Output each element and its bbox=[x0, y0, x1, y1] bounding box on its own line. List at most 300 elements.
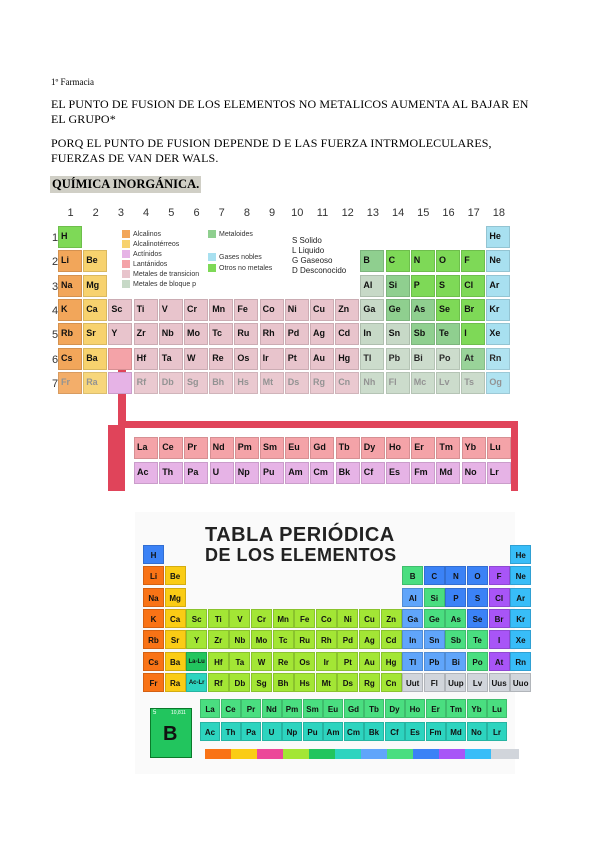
element-am bbox=[285, 462, 309, 484]
element-symbol: La bbox=[137, 442, 148, 452]
element-cu bbox=[310, 299, 334, 321]
element-symbol: Tm bbox=[439, 442, 453, 452]
element-symbol: F bbox=[464, 255, 470, 266]
element-symbol: Ta bbox=[161, 352, 172, 363]
group-number-2: 2 bbox=[92, 207, 99, 219]
element-u bbox=[210, 462, 234, 484]
element-fr bbox=[58, 372, 82, 394]
element-cr bbox=[184, 299, 208, 321]
t2-element-p: P bbox=[445, 588, 466, 607]
example-element-card bbox=[150, 708, 192, 758]
t2-element-ta: Ta bbox=[229, 652, 250, 671]
t2-element-lv: Lv bbox=[467, 673, 488, 692]
element-mo bbox=[184, 323, 208, 345]
t2-element-sb: Sb bbox=[445, 630, 466, 649]
example-mass: 10,811 bbox=[171, 710, 186, 716]
t2-element-hs: Hs bbox=[294, 673, 315, 692]
t2-element-os: Os bbox=[294, 652, 315, 671]
element-symbol: No bbox=[464, 467, 477, 477]
element-no bbox=[462, 462, 486, 484]
element-symbol: Y bbox=[111, 328, 118, 339]
legend-swatch bbox=[122, 260, 130, 268]
element-symbol: Pb bbox=[388, 352, 401, 363]
element-rh bbox=[260, 323, 284, 345]
element-es bbox=[386, 462, 410, 484]
element-bk bbox=[336, 462, 360, 484]
t2-element-ni: Ni bbox=[337, 609, 358, 628]
t2-element-bh: Bh bbox=[273, 673, 294, 692]
element-pa bbox=[184, 462, 208, 484]
period-number-1: 1 bbox=[52, 232, 59, 244]
element-pb bbox=[386, 348, 410, 370]
legend-nonmetal: Otros no metales bbox=[208, 264, 272, 272]
element-symbol: Tc bbox=[212, 328, 223, 339]
legend-swatch bbox=[122, 230, 130, 238]
element-symbol: W bbox=[187, 352, 196, 363]
t2-element-ru: Ru bbox=[294, 630, 315, 649]
t2-element-pd: Pd bbox=[337, 630, 358, 649]
t2-element-cn: Cn bbox=[381, 673, 402, 692]
t2-element-in: In bbox=[402, 630, 423, 649]
states-legend bbox=[292, 236, 346, 276]
t2-element-ra: Ra bbox=[165, 673, 186, 692]
t2-legend-swatch bbox=[335, 749, 363, 759]
element-hs bbox=[234, 372, 258, 394]
element-symbol: Ce bbox=[162, 442, 174, 452]
t2-element-rn: Rn bbox=[510, 652, 531, 671]
element-te bbox=[436, 323, 460, 345]
t2-element-uus: Uus bbox=[489, 673, 510, 692]
legend-swatch bbox=[208, 264, 216, 272]
element-c bbox=[386, 250, 410, 272]
t2-element-c: C bbox=[424, 566, 445, 585]
element-symbol: O bbox=[439, 255, 447, 266]
t2-element-uuo: Uuo bbox=[510, 673, 531, 692]
group-number-4: 4 bbox=[143, 207, 150, 219]
table2-title-line1: TABLA PERIÓDICA bbox=[205, 524, 395, 546]
t2-element-db: Db bbox=[229, 673, 250, 692]
element-as bbox=[411, 299, 435, 321]
element-ne bbox=[486, 250, 510, 272]
element-symbol: Te bbox=[439, 328, 449, 339]
t2-element-rf: Rf bbox=[208, 673, 229, 692]
legend-swatch bbox=[208, 253, 216, 261]
element-symbol: U bbox=[212, 467, 220, 477]
period-number-4: 4 bbox=[52, 304, 59, 317]
element-symbol: Tl bbox=[363, 352, 372, 363]
element-symbol: Rb bbox=[61, 328, 73, 339]
element-symbol: Am bbox=[288, 467, 303, 477]
element-tm bbox=[436, 437, 460, 459]
group-number-9: 9 bbox=[269, 207, 276, 219]
t2-element-tc: Tc bbox=[273, 630, 294, 649]
element-pu bbox=[260, 462, 284, 484]
group-number-10: 10 bbox=[291, 207, 304, 219]
element-zr bbox=[134, 323, 158, 345]
element-tc bbox=[209, 323, 233, 345]
element-sg bbox=[184, 372, 208, 394]
fblock-connector-horizontal bbox=[118, 421, 518, 428]
element-symbol: Mo bbox=[187, 328, 200, 339]
t2-element-sm: Sm bbox=[303, 699, 323, 718]
t2-legend-swatch bbox=[231, 749, 259, 759]
t2-element-li: Li bbox=[143, 566, 164, 585]
element-symbol: Pm bbox=[237, 442, 252, 452]
element-symbol: Cu bbox=[313, 303, 325, 314]
t2-element-se: Se bbox=[467, 609, 488, 628]
element-sb bbox=[411, 323, 435, 345]
t2-element-sn: Sn bbox=[424, 630, 445, 649]
t2-element-rb: Rb bbox=[143, 630, 164, 649]
element-symbol: Sr bbox=[86, 328, 96, 339]
t2-element-au: Au bbox=[359, 652, 380, 671]
t2-legend-swatch bbox=[387, 749, 415, 759]
element-symbol: Rn bbox=[489, 352, 502, 363]
group-number-14: 14 bbox=[391, 207, 405, 219]
period-number-2: 2 bbox=[52, 256, 59, 269]
element-ag bbox=[310, 323, 334, 345]
element-si bbox=[386, 275, 410, 297]
element-symbol: Ds bbox=[287, 376, 300, 387]
element-symbol: In bbox=[363, 328, 372, 339]
t2-element-s: S bbox=[467, 588, 488, 607]
t2-element-na: Na bbox=[143, 588, 164, 607]
t2-element-mg: Mg bbox=[165, 588, 186, 607]
element-symbol: Ne bbox=[489, 255, 501, 266]
element-mg bbox=[83, 275, 107, 297]
t2-element-kr: Kr bbox=[510, 609, 531, 628]
t2-element-ti: Ti bbox=[208, 609, 229, 628]
element-w bbox=[184, 348, 208, 370]
element-o bbox=[436, 250, 460, 272]
element-th bbox=[159, 462, 183, 484]
legend-swatch bbox=[208, 230, 216, 238]
element-tb bbox=[336, 437, 360, 459]
t2-element-ir: Ir bbox=[316, 652, 337, 671]
element-ca bbox=[83, 299, 107, 321]
table2-title-line2: DE LOS ELEMENTOS bbox=[205, 545, 397, 565]
t2-element-ds: Ds bbox=[337, 673, 358, 692]
element-n bbox=[411, 250, 435, 272]
element-symbol: Ba bbox=[86, 352, 98, 363]
element-sn bbox=[386, 323, 410, 345]
element-symbol: Ag bbox=[313, 328, 325, 339]
element-symbol: At bbox=[464, 352, 474, 363]
element-symbol: Li bbox=[61, 255, 69, 266]
element-br bbox=[461, 299, 485, 321]
t2-element-ho: Ho bbox=[405, 699, 425, 718]
element-ts bbox=[461, 372, 485, 394]
legend-transition: Metales de transicion bbox=[122, 270, 199, 278]
element-f bbox=[461, 250, 485, 272]
t2-element-yb: Yb bbox=[467, 699, 487, 718]
element-symbol: Cn bbox=[338, 376, 351, 387]
element-symbol: S bbox=[439, 279, 446, 290]
element-symbol: Mn bbox=[212, 303, 226, 314]
t2-element-cs: Cs bbox=[143, 652, 164, 671]
t2-element-he: He bbox=[510, 545, 531, 564]
element-rn bbox=[486, 348, 510, 370]
element-symbol: Bk bbox=[338, 467, 351, 477]
element-symbol: Rh bbox=[262, 328, 275, 339]
element-symbol: Re bbox=[212, 352, 224, 363]
t2-element-tl: Tl bbox=[402, 652, 423, 671]
t2-element-fm: Fm bbox=[426, 722, 446, 741]
element-symbol: Bh bbox=[212, 376, 225, 387]
t2-element-ca: Ca bbox=[165, 609, 186, 628]
element-ru bbox=[234, 323, 258, 345]
state-liquid: L Liquido bbox=[292, 246, 325, 255]
element-hg bbox=[335, 348, 359, 370]
element-db bbox=[159, 372, 183, 394]
element-symbol: Nd bbox=[212, 442, 225, 452]
element-lr bbox=[487, 462, 511, 484]
t2-element-cl: Cl bbox=[489, 588, 510, 607]
element-kr bbox=[486, 299, 510, 321]
t2-element-pu: Pu bbox=[303, 722, 323, 741]
t2-element-ce: Ce bbox=[221, 699, 241, 718]
element-na bbox=[58, 275, 82, 297]
element-symbol: Au bbox=[313, 352, 325, 363]
state-unknown: D Desconocido bbox=[292, 266, 347, 275]
element-symbol: Md bbox=[439, 467, 453, 477]
element-ga bbox=[360, 299, 384, 321]
element-fl bbox=[386, 372, 410, 394]
legend-swatch bbox=[122, 240, 130, 248]
element-sm bbox=[260, 437, 284, 459]
legend-metalloid: Metaloides bbox=[208, 230, 253, 238]
element-symbol: Zr bbox=[136, 328, 146, 339]
element-be bbox=[83, 250, 107, 272]
element-sr bbox=[83, 323, 107, 345]
element-rg bbox=[310, 372, 334, 394]
element-symbol: Cl bbox=[464, 279, 474, 290]
element-symbol: Ts bbox=[464, 376, 475, 387]
element-cn bbox=[335, 372, 359, 394]
element-s bbox=[436, 275, 460, 297]
element-symbol: Nb bbox=[161, 328, 174, 339]
element-dy bbox=[361, 437, 385, 459]
element-symbol: Mt bbox=[262, 376, 274, 387]
element-symbol: Al bbox=[363, 279, 373, 290]
element-symbol: Ir bbox=[262, 352, 269, 363]
element-b bbox=[360, 250, 384, 272]
fblock-placeholder bbox=[108, 372, 132, 394]
element-symbol: V bbox=[161, 303, 168, 314]
element-fe bbox=[234, 299, 258, 321]
t2-element-i: I bbox=[489, 630, 510, 649]
element-symbol: Rf bbox=[136, 376, 147, 387]
element-he bbox=[486, 226, 510, 248]
element-symbol: K bbox=[61, 303, 68, 314]
t2-element-mt: Mt bbox=[316, 673, 337, 692]
element-symbol: I bbox=[464, 328, 467, 339]
t2-element-ba: Ba bbox=[165, 652, 186, 671]
t2-element-la: La bbox=[200, 699, 220, 718]
t2-element-fl: Fl bbox=[424, 673, 445, 692]
t2-element-ar: Ar bbox=[510, 588, 531, 607]
example-symbol: B bbox=[163, 723, 178, 745]
element-mc bbox=[411, 372, 435, 394]
element-symbol: H bbox=[61, 231, 68, 241]
element-symbol: Ca bbox=[86, 303, 98, 314]
group-number-6: 6 bbox=[193, 207, 200, 219]
t2-element-hg: Hg bbox=[381, 652, 402, 671]
element-i bbox=[461, 323, 485, 345]
element-symbol: Cs bbox=[61, 352, 73, 363]
t2-element-ga: Ga bbox=[402, 609, 423, 628]
element-symbol: Hg bbox=[338, 352, 351, 363]
element-symbol: Ti bbox=[136, 303, 145, 314]
element-cd bbox=[335, 323, 359, 345]
group-number-5: 5 bbox=[168, 207, 175, 219]
element-at bbox=[461, 348, 485, 370]
element-symbol: Cd bbox=[338, 328, 351, 339]
t2-element-te: Te bbox=[467, 630, 488, 649]
element-p bbox=[411, 275, 435, 297]
t2-element-si: Si bbox=[424, 588, 445, 607]
element-pm bbox=[235, 437, 259, 459]
element-symbol: Es bbox=[389, 467, 401, 477]
group-number-1: 1 bbox=[67, 207, 74, 219]
element-ti bbox=[134, 299, 158, 321]
t2-element-h: H bbox=[143, 545, 164, 564]
element-symbol: Po bbox=[439, 352, 451, 363]
element-li bbox=[58, 250, 82, 272]
element-rf bbox=[134, 372, 158, 394]
t2-element-sc: Sc bbox=[186, 609, 207, 628]
element-ba bbox=[83, 348, 107, 370]
element-symbol: Db bbox=[161, 376, 174, 387]
t2-element-pb: Pb bbox=[424, 652, 445, 671]
period-number-6: 6 bbox=[52, 353, 59, 366]
element-np bbox=[235, 462, 259, 484]
element-symbol: Sn bbox=[388, 328, 401, 339]
group-number-3: 3 bbox=[117, 207, 124, 219]
element-pt bbox=[285, 348, 309, 370]
element-symbol: Pu bbox=[263, 467, 275, 477]
element-symbol: Na bbox=[61, 279, 73, 290]
t2-element-re: Re bbox=[273, 652, 294, 671]
element-symbol: Tb bbox=[338, 442, 350, 452]
t2-element-xe: Xe bbox=[510, 630, 531, 649]
group-number-18: 18 bbox=[492, 207, 506, 219]
element-lv bbox=[436, 372, 460, 394]
legend-swatch bbox=[122, 250, 130, 258]
group-number-17: 17 bbox=[467, 207, 480, 219]
element-symbol: Os bbox=[237, 352, 250, 363]
t2-element-po: Po bbox=[467, 652, 488, 671]
element-ac bbox=[134, 462, 158, 484]
legend-swatch bbox=[122, 270, 130, 278]
t2-element-ge: Ge bbox=[424, 609, 445, 628]
element-symbol: Pa bbox=[187, 467, 199, 477]
t2-element-o: O bbox=[467, 566, 488, 585]
t2-element-co: Co bbox=[316, 609, 337, 628]
element-co bbox=[260, 299, 284, 321]
legend-lanthanide: Lantánidos bbox=[122, 260, 167, 268]
t2-element-v: V bbox=[229, 609, 250, 628]
element-nh bbox=[360, 372, 384, 394]
element-po bbox=[436, 348, 460, 370]
t2-element-b: B bbox=[402, 566, 423, 585]
t2-element-th: Th bbox=[221, 722, 241, 741]
element-symbol: Lr bbox=[489, 467, 499, 477]
element-v bbox=[159, 299, 183, 321]
t2-legend-swatch bbox=[283, 749, 311, 759]
t2-element-lr: Lr bbox=[487, 722, 507, 741]
t2-element-nd: Nd bbox=[262, 699, 282, 718]
element-k bbox=[58, 299, 82, 321]
element-og bbox=[486, 372, 510, 394]
group-number-7: 7 bbox=[218, 207, 225, 219]
t2-element-ne: Ne bbox=[510, 566, 531, 585]
element-symbol: Fl bbox=[388, 376, 397, 387]
group-number-11: 11 bbox=[316, 207, 329, 219]
course-label: 1º Farmacia bbox=[51, 77, 95, 87]
period-number-7: 7 bbox=[52, 377, 59, 390]
element-gd bbox=[310, 437, 334, 459]
legend-alkaline: Alcalinotérreos bbox=[122, 240, 179, 248]
element-md bbox=[436, 462, 460, 484]
element-ho bbox=[386, 437, 410, 459]
element-symbol: Ar bbox=[489, 279, 500, 290]
element-nb bbox=[159, 323, 183, 345]
t2-element-mo: Mo bbox=[251, 630, 272, 649]
t2-element-cm: Cm bbox=[344, 722, 364, 741]
element-symbol: Bi bbox=[413, 352, 423, 363]
element-symbol: Ga bbox=[363, 303, 376, 314]
section-title: QUÍMICA INORGÁNICA. bbox=[52, 177, 200, 191]
element-re bbox=[209, 348, 233, 370]
legend-noble: Gases nobles bbox=[208, 253, 262, 261]
period-number-5: 5 bbox=[52, 329, 59, 342]
t2-legend-swatch bbox=[257, 749, 285, 759]
element-mn bbox=[209, 299, 233, 321]
t2-element-fr: Fr bbox=[143, 673, 164, 692]
element-symbol: Cm bbox=[313, 467, 328, 477]
element-se bbox=[436, 299, 460, 321]
element-ce bbox=[159, 437, 183, 459]
element-symbol: Dy bbox=[363, 442, 376, 452]
element-nd bbox=[210, 437, 234, 459]
element-lu bbox=[487, 437, 511, 459]
t2-element-pa: Pa bbox=[241, 722, 261, 741]
element-pd bbox=[285, 323, 309, 345]
element-symbol: Sg bbox=[187, 376, 199, 387]
t2-element-f: F bbox=[489, 566, 510, 585]
element-cs bbox=[58, 348, 82, 370]
element-symbol: Hs bbox=[237, 376, 249, 387]
t2-element-w: W bbox=[251, 652, 272, 671]
element-ge bbox=[386, 299, 410, 321]
t2-element-no: No bbox=[467, 722, 487, 741]
t2-element-pm: Pm bbox=[282, 699, 302, 718]
element-symbol: Pd bbox=[287, 328, 300, 339]
period-number-3: 3 bbox=[52, 280, 59, 293]
t2-element-br: Br bbox=[489, 609, 510, 628]
element-symbol: Sm bbox=[263, 442, 278, 452]
t2-element-np: Np bbox=[282, 722, 302, 741]
element-symbol: Ho bbox=[389, 442, 401, 452]
element-in bbox=[360, 323, 384, 345]
fblock-placeholder bbox=[108, 348, 132, 370]
element-symbol: Pr bbox=[187, 442, 197, 452]
t2-element-n: N bbox=[445, 566, 466, 585]
t2-element-ac-lr: Ac-Lr bbox=[186, 673, 207, 692]
t2-element-ac: Ac bbox=[200, 722, 220, 741]
element-symbol: As bbox=[413, 303, 426, 314]
